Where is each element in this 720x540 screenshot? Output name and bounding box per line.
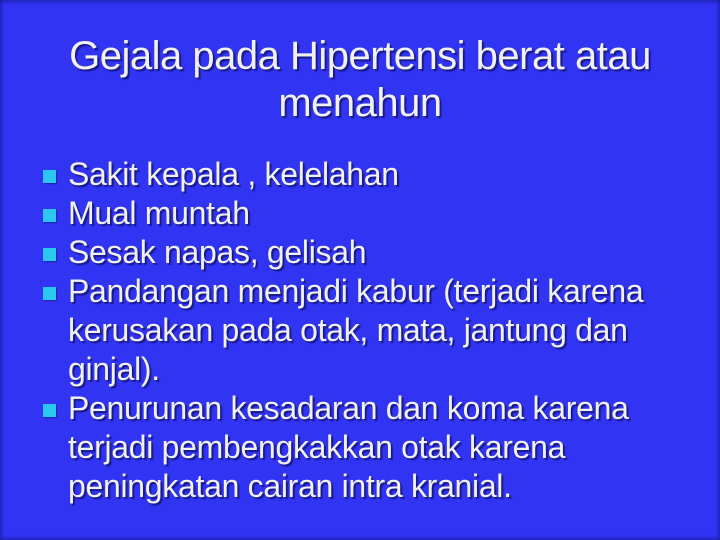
bullet-list xyxy=(0,155,720,506)
square-bullet-icon xyxy=(43,248,56,261)
square-bullet-icon xyxy=(43,404,56,417)
bullet-text: Penurunan kesadaran dan koma karena terjadi pembengkakkan otak karena peningkatan cairan intra kranial. xyxy=(68,390,629,504)
list-item xyxy=(43,155,662,194)
list-item xyxy=(43,194,662,233)
square-bullet-icon xyxy=(43,170,56,183)
slide-title: Gejala pada Hipertensi berat atau menahun xyxy=(69,34,651,125)
square-bullet-icon xyxy=(43,209,56,222)
bullet-text: Mual muntah xyxy=(68,195,250,231)
square-bullet-icon xyxy=(43,287,56,300)
bullet-text: Sesak napas, gelisah xyxy=(68,234,367,270)
list-item xyxy=(43,389,662,506)
list-item xyxy=(43,272,662,389)
bullet-text: Sakit kepala , kelelahan xyxy=(68,156,399,192)
list-item xyxy=(43,233,662,272)
bullet-text: Pandangan menjadi kabur (terjadi karena kerusakan pada otak, mata, jantung dan ginjal). xyxy=(68,273,644,387)
